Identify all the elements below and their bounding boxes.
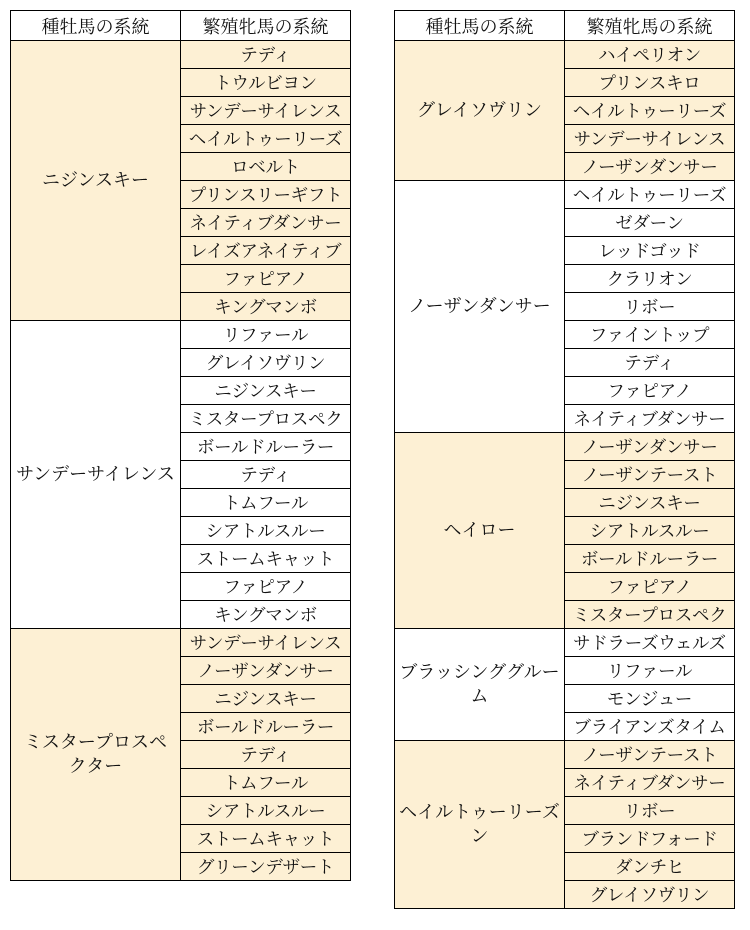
sire-lineage-cell: ニジンスキー bbox=[11, 41, 181, 321]
sire-lineage-cell: ミスタープロスペクター bbox=[11, 629, 181, 881]
table-row bbox=[11, 41, 351, 69]
mare-lineage-cell: ヘイルトゥーリーズ bbox=[181, 125, 351, 153]
mare-lineage-cell: シアトルスルー bbox=[181, 797, 351, 825]
mare-lineage-cell: シアトルスルー bbox=[565, 517, 735, 545]
mare-lineage-cell: ヘイルトゥーリーズ bbox=[565, 181, 735, 209]
mare-lineage-cell: グレイソヴリン bbox=[181, 349, 351, 377]
mare-lineage-cell: サンデーサイレンス bbox=[181, 629, 351, 657]
mare-lineage-cell: ノーザンダンサー bbox=[565, 433, 735, 461]
mare-lineage-cell: ミスタープロスペク bbox=[565, 601, 735, 629]
sire-lineage-cell: サンデーサイレンス bbox=[11, 321, 181, 629]
header-row bbox=[395, 11, 735, 41]
mare-lineage-cell: ストームキャット bbox=[181, 545, 351, 573]
mare-lineage-cell: トムフール bbox=[181, 769, 351, 797]
mare-lineage-cell: キングマンボ bbox=[181, 293, 351, 321]
mare-lineage-cell: サンデーサイレンス bbox=[565, 125, 735, 153]
table-row bbox=[11, 629, 351, 657]
sire-lineage-cell: グレイソヴリン bbox=[395, 41, 565, 181]
header-mare: 繁殖牝馬の系統 bbox=[181, 11, 351, 41]
mare-lineage-cell: ネイティブダンサー bbox=[565, 769, 735, 797]
table-body bbox=[395, 41, 735, 909]
mare-lineage-cell: ノーザンテースト bbox=[565, 461, 735, 489]
sire-lineage-cell: ブラッシンググルーム bbox=[395, 629, 565, 741]
mare-lineage-cell: グリーンデザート bbox=[181, 853, 351, 881]
mare-lineage-cell: サドラーズウェルズ bbox=[565, 629, 735, 657]
mare-lineage-cell: クラリオン bbox=[565, 265, 735, 293]
mare-lineage-cell: ノーザンダンサー bbox=[565, 153, 735, 181]
mare-lineage-cell: ボールドルーラー bbox=[565, 545, 735, 573]
header-mare: 繁殖牝馬の系統 bbox=[565, 11, 735, 41]
table-row bbox=[395, 41, 735, 69]
sire-lineage-cell: ヘイルトゥーリーズン bbox=[395, 741, 565, 909]
mare-lineage-cell: ネイティブダンサー bbox=[181, 209, 351, 237]
mare-lineage-cell: シアトルスルー bbox=[181, 517, 351, 545]
mare-lineage-cell: モンジュー bbox=[565, 685, 735, 713]
mare-lineage-cell: リボー bbox=[565, 797, 735, 825]
mare-lineage-cell: トウルビヨン bbox=[181, 69, 351, 97]
sire-lineage-cell: ノーザンダンサー bbox=[395, 181, 565, 433]
header-row bbox=[11, 11, 351, 41]
mare-lineage-cell: プリンスリーギフト bbox=[181, 181, 351, 209]
mare-lineage-cell: ボールドルーラー bbox=[181, 713, 351, 741]
mare-lineage-cell: リボー bbox=[565, 293, 735, 321]
mare-lineage-cell: ニジンスキー bbox=[181, 377, 351, 405]
mare-lineage-cell: プリンスキロ bbox=[565, 69, 735, 97]
mare-lineage-cell: グレイソヴリン bbox=[565, 881, 735, 909]
lineage-table-left bbox=[10, 10, 351, 881]
header-sire: 種牡馬の系統 bbox=[11, 11, 181, 41]
table-body bbox=[11, 41, 351, 881]
mare-lineage-cell: ファイントップ bbox=[565, 321, 735, 349]
table-row bbox=[395, 433, 735, 461]
mare-lineage-cell: サンデーサイレンス bbox=[181, 97, 351, 125]
mare-lineage-cell: トムフール bbox=[181, 489, 351, 517]
mare-lineage-cell: ファピアノ bbox=[565, 573, 735, 601]
mare-lineage-cell: テディ bbox=[565, 349, 735, 377]
table-row bbox=[395, 629, 735, 657]
mare-lineage-cell: ファピアノ bbox=[181, 573, 351, 601]
mare-lineage-cell: ゼダーン bbox=[565, 209, 735, 237]
mare-lineage-cell: ストームキャット bbox=[181, 825, 351, 853]
mare-lineage-cell: ヘイルトゥーリーズ bbox=[565, 97, 735, 125]
mare-lineage-cell: テディ bbox=[181, 741, 351, 769]
mare-lineage-cell: ネイティブダンサー bbox=[565, 405, 735, 433]
mare-lineage-cell: リファール bbox=[181, 321, 351, 349]
sire-lineage-cell: ヘイロー bbox=[395, 433, 565, 629]
mare-lineage-cell: ニジンスキー bbox=[181, 685, 351, 713]
header-sire: 種牡馬の系統 bbox=[395, 11, 565, 41]
mare-lineage-cell: テディ bbox=[181, 41, 351, 69]
table-row bbox=[395, 741, 735, 769]
lineage-table-right bbox=[394, 10, 735, 909]
mare-lineage-cell: ダンチヒ bbox=[565, 853, 735, 881]
mare-lineage-cell: テディ bbox=[181, 461, 351, 489]
table-row bbox=[11, 321, 351, 349]
mare-lineage-cell: キングマンボ bbox=[181, 601, 351, 629]
mare-lineage-cell: ニジンスキー bbox=[565, 489, 735, 517]
mare-lineage-cell: ファピアノ bbox=[181, 265, 351, 293]
mare-lineage-cell: レッドゴッド bbox=[565, 237, 735, 265]
mare-lineage-cell: ハイペリオン bbox=[565, 41, 735, 69]
mare-lineage-cell: ノーザンダンサー bbox=[181, 657, 351, 685]
mare-lineage-cell: リファール bbox=[565, 657, 735, 685]
mare-lineage-cell: ロベルト bbox=[181, 153, 351, 181]
mare-lineage-cell: レイズアネイティブ bbox=[181, 237, 351, 265]
mare-lineage-cell: ノーザンテースト bbox=[565, 741, 735, 769]
mare-lineage-cell: ブライアンズタイム bbox=[565, 713, 735, 741]
mare-lineage-cell: ボールドルーラー bbox=[181, 433, 351, 461]
mare-lineage-cell: ブランドフォード bbox=[565, 825, 735, 853]
table-row bbox=[395, 181, 735, 209]
mare-lineage-cell: ミスタープロスペク bbox=[181, 405, 351, 433]
mare-lineage-cell: ファピアノ bbox=[565, 377, 735, 405]
